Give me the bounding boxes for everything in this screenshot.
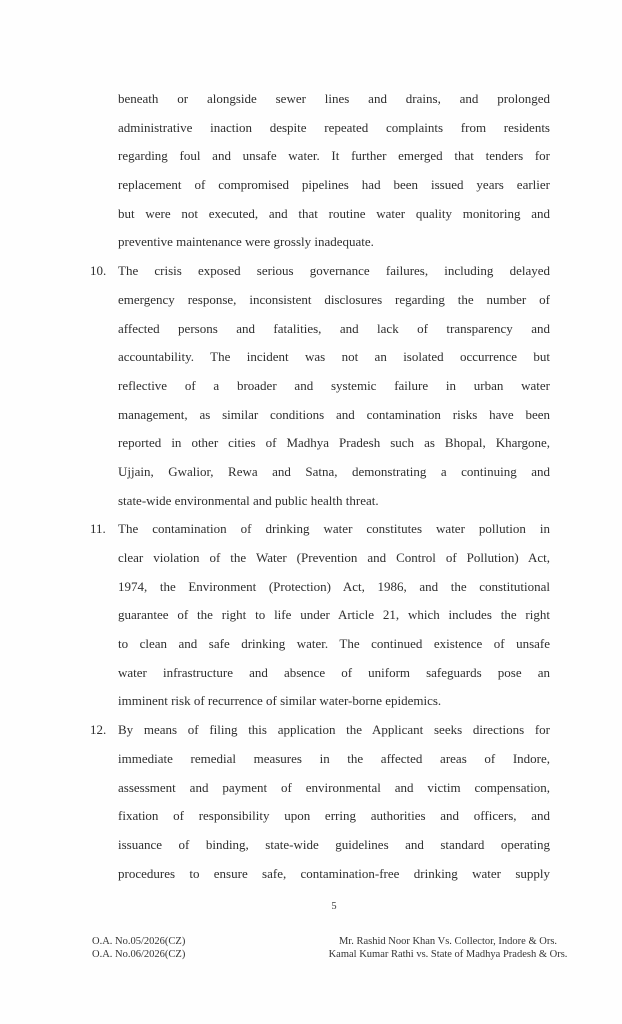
paragraph-line: assessment and payment of environmental and victim compensation,: [118, 779, 550, 795]
paragraph-line: procedures to ensure safe, contamination-free drinking water supply: [118, 865, 550, 881]
paragraph: [90, 257, 550, 515]
paragraph-body: [118, 716, 550, 888]
paragraph: [90, 716, 550, 888]
paragraph-line: By means of filing this application the Applicant seeks directions for: [118, 722, 550, 738]
paragraph-number: 10.: [90, 263, 107, 279]
paragraph-number: [90, 85, 118, 257]
paragraph-line: issuance of binding, state-wide guidelines and standard operating: [118, 836, 550, 852]
paragraph-line: The crisis exposed serious governance failures, including delayed: [118, 263, 550, 279]
paragraph-body: [118, 85, 550, 257]
paragraph-body: [118, 515, 550, 716]
paragraph-line: fixation of responsibility upon erring authorities and officers, and: [118, 808, 550, 824]
footer-case-title-line: Kamal Kumar Rathi vs. State of Madhya Pradesh & Ors.: [328, 949, 568, 960]
paragraph-line: accountability. The incident was not an isolated occurrence but: [118, 349, 550, 365]
paragraph-line: reported in other cities of Madhya Pradesh such as Bhopal, Khargone,: [118, 435, 550, 451]
paragraph-line: guarantee of the right to life under Article 21, which includes the right: [118, 607, 550, 623]
paragraph-line: emergency response, inconsistent disclosures regarding the number of: [118, 291, 550, 307]
paragraphs: [90, 85, 550, 888]
footer-case-titles: [298, 935, 598, 961]
paragraph-line: imminent risk of recurrence of similar water-borne epidemics.: [118, 693, 442, 709]
paragraph: [90, 85, 550, 257]
paragraph-line: immediate remedial measures in the affected areas of Indore,: [118, 750, 550, 766]
paragraph-line: state-wide environmental and public health threat.: [118, 492, 379, 508]
footer-case-number-line: O.A. No.05/2026(CZ): [92, 936, 186, 947]
paragraph-body: [118, 257, 550, 515]
paragraph-line: affected persons and fatalities, and lack of transparency and: [118, 320, 550, 336]
paragraph-line: 1974, the Environment (Protection) Act, 1986, and the constitutional: [118, 578, 550, 594]
paragraph-line: replacement of compromised pipelines had been issued years earlier: [118, 177, 550, 193]
paragraph-line: regarding foul and unsafe water. It further emerged that tenders for: [118, 148, 550, 164]
footer-case-numbers: [92, 935, 185, 961]
paragraph-line: to clean and safe drinking water. The continued existence of unsafe: [118, 636, 550, 652]
paragraph-line: clear violation of the Water (Prevention and Control of Pollution) Act,: [118, 550, 550, 565]
paragraph-number: 11.: [90, 521, 106, 537]
paragraph-line: beneath or alongside sewer lines and drains, and prolonged: [118, 91, 550, 106]
paragraph-line: Ujjain, Gwalior, Rewa and Satna, demonstrating a continuing and: [118, 463, 550, 479]
paragraph-line: water infrastructure and absence of uniform safeguards pose an: [118, 664, 550, 680]
footer-case-title-line: Mr. Rashid Noor Khan Vs. Collector, Indore & Ors.: [338, 936, 558, 947]
paragraph-line: reflective of a broader and systemic failure in urban water: [118, 377, 550, 393]
page-number: 5: [331, 901, 337, 912]
paragraph-line: The contamination of drinking water constitutes water pollution in: [118, 521, 550, 537]
paragraph-number: 12.: [90, 722, 107, 738]
paragraph-line: but were not executed, and that routine water quality monitoring and: [118, 205, 550, 221]
paragraph-line: management, as similar conditions and contamination risks have been: [118, 406, 550, 422]
paragraph: [90, 515, 550, 716]
paragraph-line: administrative inaction despite repeated complaints from residents: [118, 119, 550, 135]
paragraph-line: preventive maintenance were grossly inadequate.: [118, 234, 374, 250]
footer-case-number-line: O.A. No.06/2026(CZ): [92, 949, 186, 960]
